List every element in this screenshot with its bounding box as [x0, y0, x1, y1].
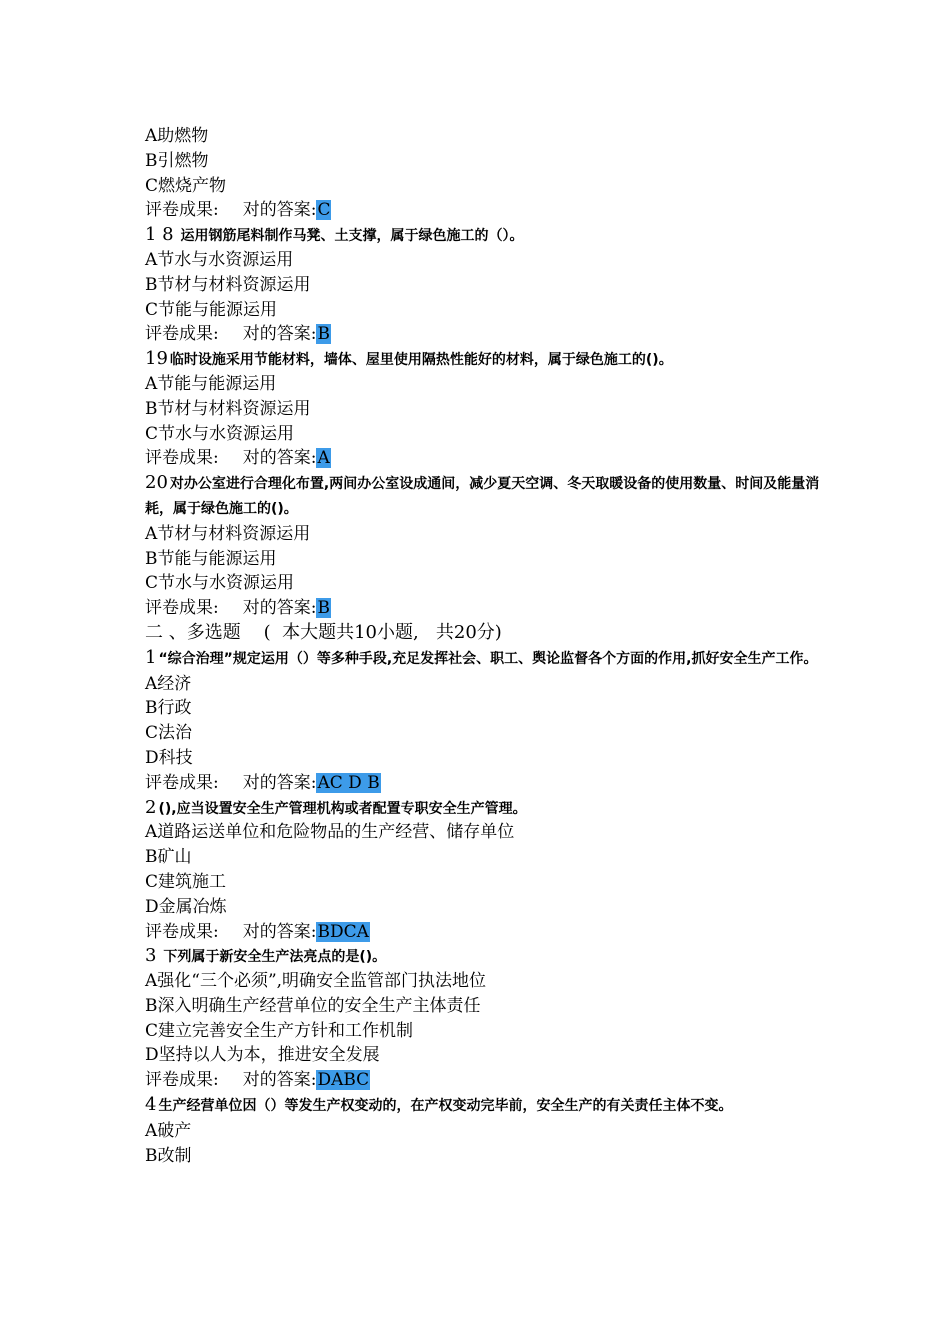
result-line: [145, 1068, 825, 1093]
answer-highlight: A: [317, 448, 330, 469]
option-a: A助燃物: [145, 126, 209, 146]
option-c: C燃烧产物: [145, 175, 227, 196]
section-title: 二 、多选题 ( 本大题共10小题, 共20分): [145, 621, 502, 643]
answer-prefix: 对的答案:: [242, 921, 317, 942]
multi-question-3: [145, 944, 825, 969]
option-c: C节水与水资源运用: [145, 423, 295, 444]
option-b: B矿山: [145, 847, 192, 868]
question-text: (),应当设置安全生产管理机构或者配置专职安全生产管理。: [158, 800, 527, 817]
option-b: B节材与材料资源运用: [145, 274, 311, 295]
question-text: 对办公室进行合理化布置,两间办公室设成通间，减少夏天空调、冬天取暖设备的使用数量、时间及能量消耗，属于绿色施工的()。: [145, 476, 820, 517]
answer-prefix: 对的答案:: [242, 324, 317, 345]
option-c: C建筑施工: [145, 871, 227, 892]
result-label: 评卷成果:: [145, 200, 219, 221]
document-page: [145, 124, 825, 1168]
result-label: 评卷成果:: [145, 448, 219, 469]
option-b: B深入明确生产经营单位的安全生产主体责任: [145, 995, 481, 1016]
question-number: 1: [145, 646, 157, 668]
option-b: B节材与材料资源运用: [145, 398, 311, 419]
option-a: A道路运送单位和危险物品的生产经营、储存单位: [145, 822, 515, 843]
question-20: [145, 471, 825, 522]
option-a: A强化“三个必须”,明确安全监管部门执法地位: [145, 971, 487, 992]
answer-prefix: 对的答案:: [242, 200, 317, 221]
option-b: B行政: [145, 698, 192, 719]
question-18: [145, 223, 825, 248]
option-d: D坚持以人为本，推进安全发展: [145, 1045, 380, 1066]
multi-question-1: [145, 646, 825, 672]
question-number: 20: [145, 472, 168, 494]
answer-highlight: BDCA: [317, 921, 369, 942]
question-text: “综合治理”规定运用（）等多种手段,充足发挥社会、职工、舆论监督各个方面的作用,抓好安全生产工作。: [158, 650, 818, 667]
answer-prefix: 对的答案:: [242, 448, 317, 469]
option-b: B节能与能源运用: [145, 548, 277, 569]
multi-question-4: [145, 1093, 825, 1119]
result-label: 评卷成果:: [145, 772, 219, 793]
result-line: [145, 198, 825, 223]
result-line: [145, 596, 825, 621]
result-line: [145, 920, 825, 945]
answer-prefix: 对的答案:: [242, 1070, 317, 1091]
answer-highlight: B: [317, 598, 330, 619]
option-a: A经济: [145, 673, 192, 694]
option-d: D科技: [145, 747, 193, 768]
result-line: [145, 322, 825, 347]
answer-highlight: B: [317, 324, 330, 345]
question-number: 2: [145, 796, 157, 818]
option-b: B改制: [145, 1145, 192, 1166]
answer-prefix: 对的答案:: [242, 598, 317, 619]
answer-highlight: C: [317, 200, 331, 221]
option-a: A节材与材料资源运用: [145, 523, 311, 544]
option-a: A破产: [145, 1120, 192, 1141]
option-c: C建立完善安全生产方针和工作机制: [145, 1020, 414, 1041]
result-label: 评卷成果:: [145, 921, 219, 942]
option-b: B引燃物: [145, 150, 209, 171]
option-a: A节水与水资源运用: [145, 249, 294, 270]
multi-question-2: [145, 796, 825, 821]
question-number: 4: [145, 1094, 157, 1116]
question-number: 19: [145, 348, 168, 370]
answer-highlight: DABC: [317, 1070, 370, 1091]
question-19: [145, 347, 825, 372]
option-d: D金属冶炼: [145, 896, 227, 917]
result-line: [145, 771, 825, 796]
option-c: C节能与能源运用: [145, 299, 278, 320]
result-label: 评卷成果:: [145, 598, 219, 619]
option-c: C法治: [145, 723, 193, 744]
question-text: 生产经营单位因（）等发生产权变动的，在产权变动完毕前，安全生产的有关责任主体不变。: [158, 1098, 733, 1115]
answer-prefix: 对的答案:: [242, 772, 317, 793]
result-label: 评卷成果:: [145, 1070, 219, 1091]
question-text: 运用钢筋尾料制作马凳、土支撑，属于绿色施工的（）。: [180, 228, 524, 245]
question-text: 临时设施采用节能材料，墙体、屋里使用隔热性能好的材料，属于绿色施工的()。: [169, 352, 673, 369]
result-label: 评卷成果:: [145, 324, 219, 345]
result-line: [145, 446, 825, 471]
question-number: 1 8: [145, 224, 174, 246]
option-a: A节能与能源运用: [145, 373, 277, 394]
option-c: C节水与水资源运用: [145, 573, 295, 594]
question-number: 3: [145, 945, 157, 967]
question-text: 下列属于新安全生产法亮点的是()。: [163, 949, 387, 966]
answer-highlight: AC D B: [317, 772, 380, 793]
